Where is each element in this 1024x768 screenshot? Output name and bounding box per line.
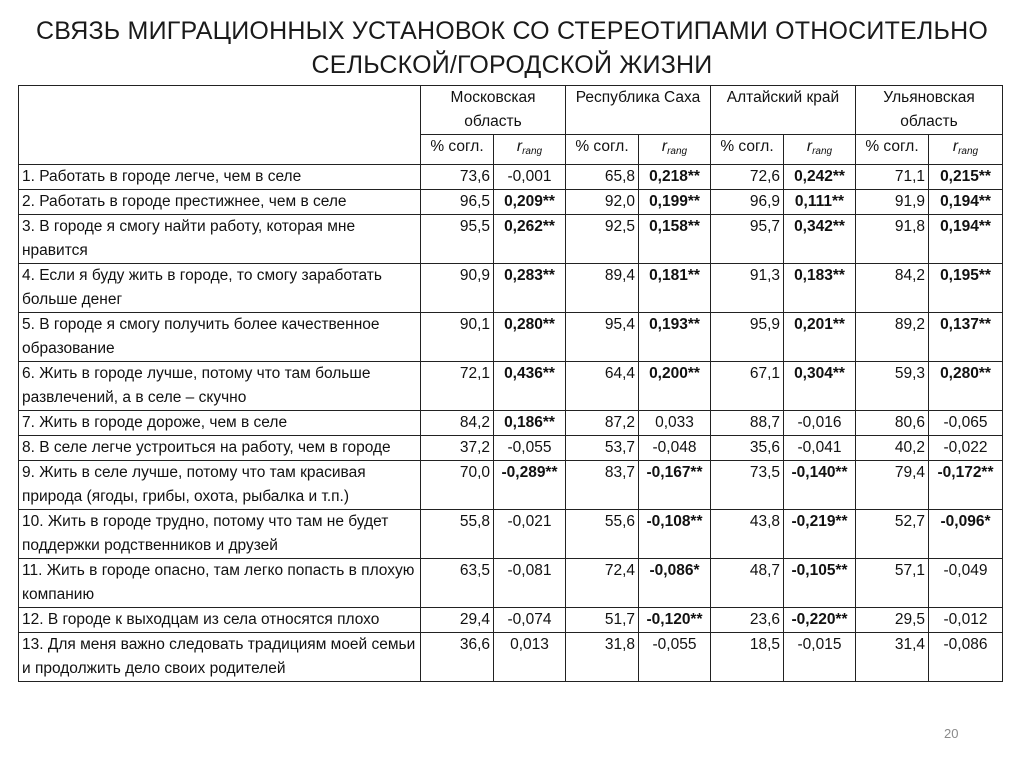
- table-row: [19, 411, 1003, 436]
- row-statement: 5. В городе я смогу получить более качественное образование: [19, 313, 421, 362]
- cell-r-rang: -0,108**: [639, 510, 711, 559]
- table-row: [19, 559, 1003, 608]
- header-empty-cell: [19, 86, 421, 165]
- table-row: [19, 362, 1003, 411]
- row-statement: 9. Жить в селе лучше, потому что там красивая природа (ягоды, грибы, охота, рыбалка и т.п.): [19, 461, 421, 510]
- row-statement: 4. Если я буду жить в городе, то смогу заработать больше денег: [19, 264, 421, 313]
- cell-pct-agree: 95,4: [566, 313, 639, 362]
- cell-pct-agree: 57,1: [856, 559, 929, 608]
- cell-pct-agree: 72,6: [711, 165, 784, 190]
- cell-pct-agree: 48,7: [711, 559, 784, 608]
- row-statement: 8. В селе легче устроиться на работу, чем в городе: [19, 436, 421, 461]
- cell-pct-agree: 70,0: [421, 461, 494, 510]
- cell-pct-agree: 95,9: [711, 313, 784, 362]
- table-row: [19, 510, 1003, 559]
- cell-r-rang: 0,183**: [784, 264, 856, 313]
- subheader-pct-agree: % согл.: [566, 135, 639, 165]
- row-statement: 10. Жить в городе трудно, потому что там не будет поддержки родственников и друзей: [19, 510, 421, 559]
- cell-r-rang: -0,049: [929, 559, 1003, 608]
- cell-pct-agree: 72,4: [566, 559, 639, 608]
- cell-pct-agree: 31,8: [566, 633, 639, 682]
- cell-r-rang: -0,105**: [784, 559, 856, 608]
- cell-pct-agree: 72,1: [421, 362, 494, 411]
- subheader-pct-agree: % согл.: [421, 135, 494, 165]
- cell-r-rang: -0,219**: [784, 510, 856, 559]
- cell-pct-agree: 79,4: [856, 461, 929, 510]
- cell-r-rang: 0,158**: [639, 215, 711, 264]
- cell-r-rang: -0,048: [639, 436, 711, 461]
- cell-r-rang: -0,220**: [784, 608, 856, 633]
- cell-pct-agree: 59,3: [856, 362, 929, 411]
- cell-r-rang: 0,262**: [494, 215, 566, 264]
- row-statement: 6. Жить в городе лучше, потому что там больше развлечений, а в селе – скучно: [19, 362, 421, 411]
- cell-pct-agree: 40,2: [856, 436, 929, 461]
- cell-r-rang: -0,120**: [639, 608, 711, 633]
- header-region-altai: Алтайский край: [711, 86, 856, 135]
- cell-pct-agree: 95,5: [421, 215, 494, 264]
- cell-r-rang: -0,086: [929, 633, 1003, 682]
- cell-r-rang: 0,137**: [929, 313, 1003, 362]
- cell-pct-agree: 84,2: [421, 411, 494, 436]
- cell-r-rang: 0,195**: [929, 264, 1003, 313]
- table-row: [19, 608, 1003, 633]
- cell-pct-agree: 87,2: [566, 411, 639, 436]
- cell-r-rang: 0,209**: [494, 190, 566, 215]
- cell-r-rang: -0,065: [929, 411, 1003, 436]
- cell-r-rang: 0,193**: [639, 313, 711, 362]
- subheader-pct-agree: % согл.: [711, 135, 784, 165]
- table-body: [19, 165, 1003, 682]
- cell-r-rang: 0,199**: [639, 190, 711, 215]
- cell-pct-agree: 51,7: [566, 608, 639, 633]
- cell-pct-agree: 35,6: [711, 436, 784, 461]
- cell-r-rang: -0,167**: [639, 461, 711, 510]
- cell-pct-agree: 90,9: [421, 264, 494, 313]
- subheader-r-rang: $r_{rang}$: [494, 135, 566, 165]
- subheader-r-rang: $r_{rang}$: [784, 135, 856, 165]
- cell-r-rang: -0,289**: [494, 461, 566, 510]
- cell-pct-agree: 29,4: [421, 608, 494, 633]
- row-statement: 11. Жить в городе опасно, там легко попасть в плохую компанию: [19, 559, 421, 608]
- cell-r-rang: -0,172**: [929, 461, 1003, 510]
- cell-pct-agree: 36,6: [421, 633, 494, 682]
- table-row: [19, 313, 1003, 362]
- cell-pct-agree: 63,5: [421, 559, 494, 608]
- cell-r-rang: 0,280**: [929, 362, 1003, 411]
- cell-pct-agree: 65,8: [566, 165, 639, 190]
- cell-r-rang: 0,194**: [929, 190, 1003, 215]
- row-statement: 1. Работать в городе легче, чем в селе: [19, 165, 421, 190]
- slide-title-line-1: СВЯЗЬ МИГРАЦИОННЫХ УСТАНОВОК СО СТЕРЕОТИПАМИ ОТНОСИТЕЛЬНО: [35, 17, 989, 45]
- cell-pct-agree: 96,5: [421, 190, 494, 215]
- cell-r-rang: -0,015: [784, 633, 856, 682]
- header-region-moscow-oblast: Московская область: [421, 86, 566, 135]
- table-row: [19, 633, 1003, 682]
- row-statement: 2. Работать в городе престижнее, чем в селе: [19, 190, 421, 215]
- table-row: [19, 461, 1003, 510]
- cell-r-rang: 0,013: [494, 633, 566, 682]
- cell-pct-agree: 90,1: [421, 313, 494, 362]
- cell-pct-agree: 53,7: [566, 436, 639, 461]
- cell-r-rang: -0,081: [494, 559, 566, 608]
- cell-pct-agree: 29,5: [856, 608, 929, 633]
- cell-r-rang: 0,215**: [929, 165, 1003, 190]
- cell-r-rang: 0,194**: [929, 215, 1003, 264]
- cell-r-rang: -0,022: [929, 436, 1003, 461]
- row-statement: 12. В городе к выходцам из села относятся плохо: [19, 608, 421, 633]
- cell-r-rang: -0,140**: [784, 461, 856, 510]
- cell-r-rang: 0,436**: [494, 362, 566, 411]
- subheader-r-rang: $r_{rang}$: [929, 135, 1003, 165]
- cell-pct-agree: 91,8: [856, 215, 929, 264]
- row-statement: 3. В городе я смогу найти работу, которая мне нравится: [19, 215, 421, 264]
- cell-r-rang: -0,041: [784, 436, 856, 461]
- cell-pct-agree: 55,6: [566, 510, 639, 559]
- cell-r-rang: 0,342**: [784, 215, 856, 264]
- cell-r-rang: -0,096*: [929, 510, 1003, 559]
- cell-r-rang: 0,181**: [639, 264, 711, 313]
- cell-r-rang: 0,186**: [494, 411, 566, 436]
- table-row: [19, 215, 1003, 264]
- cell-pct-agree: 23,6: [711, 608, 784, 633]
- cell-pct-agree: 91,9: [856, 190, 929, 215]
- cell-pct-agree: 43,8: [711, 510, 784, 559]
- cell-pct-agree: 31,4: [856, 633, 929, 682]
- cell-r-rang: -0,055: [639, 633, 711, 682]
- cell-pct-agree: 89,2: [856, 313, 929, 362]
- cell-pct-agree: 52,7: [856, 510, 929, 559]
- cell-r-rang: -0,012: [929, 608, 1003, 633]
- table-row: [19, 264, 1003, 313]
- subheader-r-rang: $r_{rang}$: [639, 135, 711, 165]
- cell-pct-agree: 67,1: [711, 362, 784, 411]
- cell-pct-agree: 88,7: [711, 411, 784, 436]
- row-statement: 7. Жить в городе дороже, чем в селе: [19, 411, 421, 436]
- cell-pct-agree: 89,4: [566, 264, 639, 313]
- header-region-sakha: Республика Саха: [566, 86, 711, 135]
- slide-title: [0, 14, 1024, 82]
- cell-pct-agree: 55,8: [421, 510, 494, 559]
- cell-r-rang: -0,074: [494, 608, 566, 633]
- cell-r-rang: 0,200**: [639, 362, 711, 411]
- cell-r-rang: 0,033: [639, 411, 711, 436]
- cell-pct-agree: 95,7: [711, 215, 784, 264]
- table-row: [19, 190, 1003, 215]
- cell-pct-agree: 96,9: [711, 190, 784, 215]
- header-region-ulyanovsk: Ульяновская область: [856, 86, 1003, 135]
- subheader-pct-agree: % согл.: [856, 135, 929, 165]
- cell-pct-agree: 92,5: [566, 215, 639, 264]
- cell-pct-agree: 71,1: [856, 165, 929, 190]
- cell-r-rang: 0,283**: [494, 264, 566, 313]
- cell-r-rang: -0,021: [494, 510, 566, 559]
- cell-pct-agree: 37,2: [421, 436, 494, 461]
- cell-r-rang: -0,001: [494, 165, 566, 190]
- cell-pct-agree: 73,6: [421, 165, 494, 190]
- cell-pct-agree: 92,0: [566, 190, 639, 215]
- cell-pct-agree: 84,2: [856, 264, 929, 313]
- cell-pct-agree: 91,3: [711, 264, 784, 313]
- cell-r-rang: 0,201**: [784, 313, 856, 362]
- page-number: 20: [944, 726, 959, 741]
- cell-r-rang: 0,280**: [494, 313, 566, 362]
- cell-r-rang: 0,304**: [784, 362, 856, 411]
- correlation-table: [18, 85, 1003, 682]
- cell-r-rang: -0,055: [494, 436, 566, 461]
- cell-r-rang: -0,016: [784, 411, 856, 436]
- cell-pct-agree: 73,5: [711, 461, 784, 510]
- cell-r-rang: -0,086*: [639, 559, 711, 608]
- cell-pct-agree: 80,6: [856, 411, 929, 436]
- table-row: [19, 436, 1003, 461]
- row-statement: 13. Для меня важно следовать традициям моей семьи и продолжить дело своих родителей: [19, 633, 421, 682]
- cell-pct-agree: 18,5: [711, 633, 784, 682]
- cell-pct-agree: 64,4: [566, 362, 639, 411]
- cell-r-rang: 0,111**: [784, 190, 856, 215]
- cell-r-rang: 0,242**: [784, 165, 856, 190]
- cell-pct-agree: 83,7: [566, 461, 639, 510]
- cell-r-rang: 0,218**: [639, 165, 711, 190]
- table-row: [19, 165, 1003, 190]
- slide-title-line-2: СЕЛЬСКОЙ/ГОРОДСКОЙ ЖИЗНИ: [311, 51, 713, 79]
- table-header-row: [19, 86, 1003, 135]
